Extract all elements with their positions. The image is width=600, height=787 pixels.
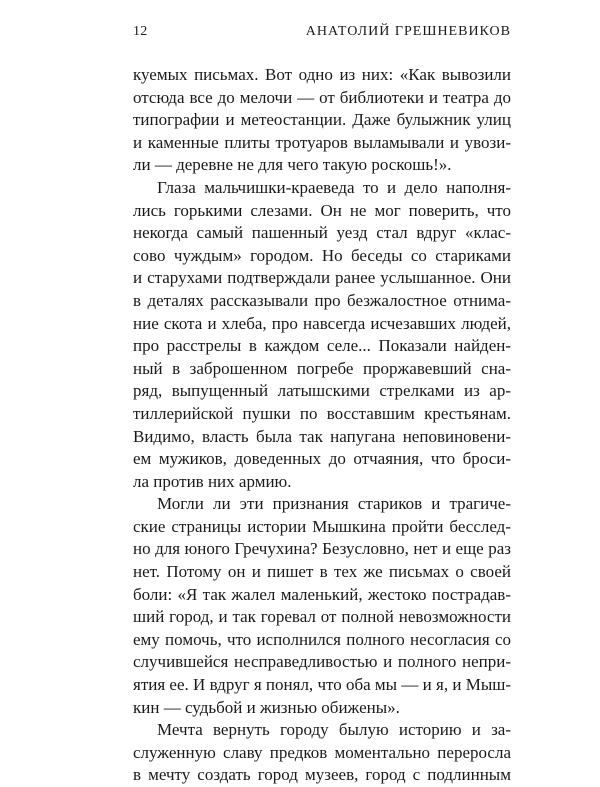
text-line: Видимо, власть была так напугана неповиновени-	[133, 426, 511, 446]
text-line: лись горькими слезами. Он не мог поверить, что	[133, 200, 511, 220]
text-line: ли — деревне не для чего такую роскошь!».	[133, 155, 452, 175]
paragraph	[133, 64, 511, 177]
text-line: некогда самый пашенный уезд стал вдруг «клас-	[133, 223, 511, 243]
text-line: служенную славу предков моментально переросла	[133, 742, 511, 762]
text-line: и старухами подтверждали ранее услышанное. Они	[133, 268, 511, 288]
text-line: Могли ли эти признания стариков и трагиче-	[157, 494, 511, 514]
text-line: нет. Потому он и пишет в тех же письмах о своей	[133, 562, 511, 582]
text-line: ние скота и хлеба, про навсегда исчезавших людей,	[133, 313, 511, 333]
text-line: случившейся несправедливостью и полного непри-	[133, 652, 511, 672]
text-line: про расстрелы в каждом селе... Показали найден-	[133, 336, 511, 356]
text-line: типографии и метеостанции. Даже булыжник улиц	[133, 110, 511, 130]
paragraph	[133, 719, 511, 787]
text-line: в мечту создать город музеев, город с подлинным	[133, 765, 511, 785]
text-line: боли: «Я так жалел маленький, жестоко пострадав-	[133, 584, 511, 604]
text-line: ятия ее. И вдруг я понял, что оба мы — и я, и Мыш-	[133, 675, 511, 695]
paragraph	[133, 493, 511, 719]
text-line: Глаза мальчишки-краеведа то и дело наполня-	[157, 177, 511, 197]
text-line: ный в заброшенном погребе проржавевший сна-	[133, 358, 511, 378]
text-line: и каменные плиты тротуаров выламывали и увози-	[133, 132, 511, 152]
text-line: сово чуждым» городом. Но беседы со стариками	[133, 245, 511, 265]
text-line: ему помочь, что исполнился полного несогласия со	[133, 629, 511, 649]
text-line: Мечта вернуть городу былую историю и за-	[157, 720, 511, 740]
text-line: ший город, и так горевал от полной невозможности	[133, 607, 511, 627]
text-line: ла против них армию.	[133, 471, 292, 491]
running-head-author: АНАТОЛИЙ ГРЕШНЕВИКОВ	[305, 24, 511, 39]
text-line: в деталях рассказывали про безжалостное отнима-	[133, 290, 511, 310]
text-line: кин — судьбой и жизнью обижены».	[133, 697, 400, 717]
text-line: ские страницы истории Мышкина пройти бесслед-	[133, 516, 511, 536]
paragraph	[133, 177, 511, 493]
page-number: 12	[133, 24, 148, 39]
text-line: но для юного Гречухина? Безусловно, нет и еще раз	[133, 539, 511, 559]
text-line: тиллерийской пушки по восставшим крестьянам.	[133, 403, 511, 423]
text-line: отсюда все до мелочи — от библиотеки и театра до	[133, 87, 511, 107]
body-text	[133, 64, 511, 787]
text-line: куемых письмах. Вот одно из них: «Как вывозили	[133, 65, 511, 84]
text-line: ряд, выпущенный латышскими стрелками из ар-	[133, 381, 511, 401]
text-line: ем мужиков, доведенных до отчаяния, что броси-	[133, 449, 511, 469]
running-head	[133, 24, 511, 46]
